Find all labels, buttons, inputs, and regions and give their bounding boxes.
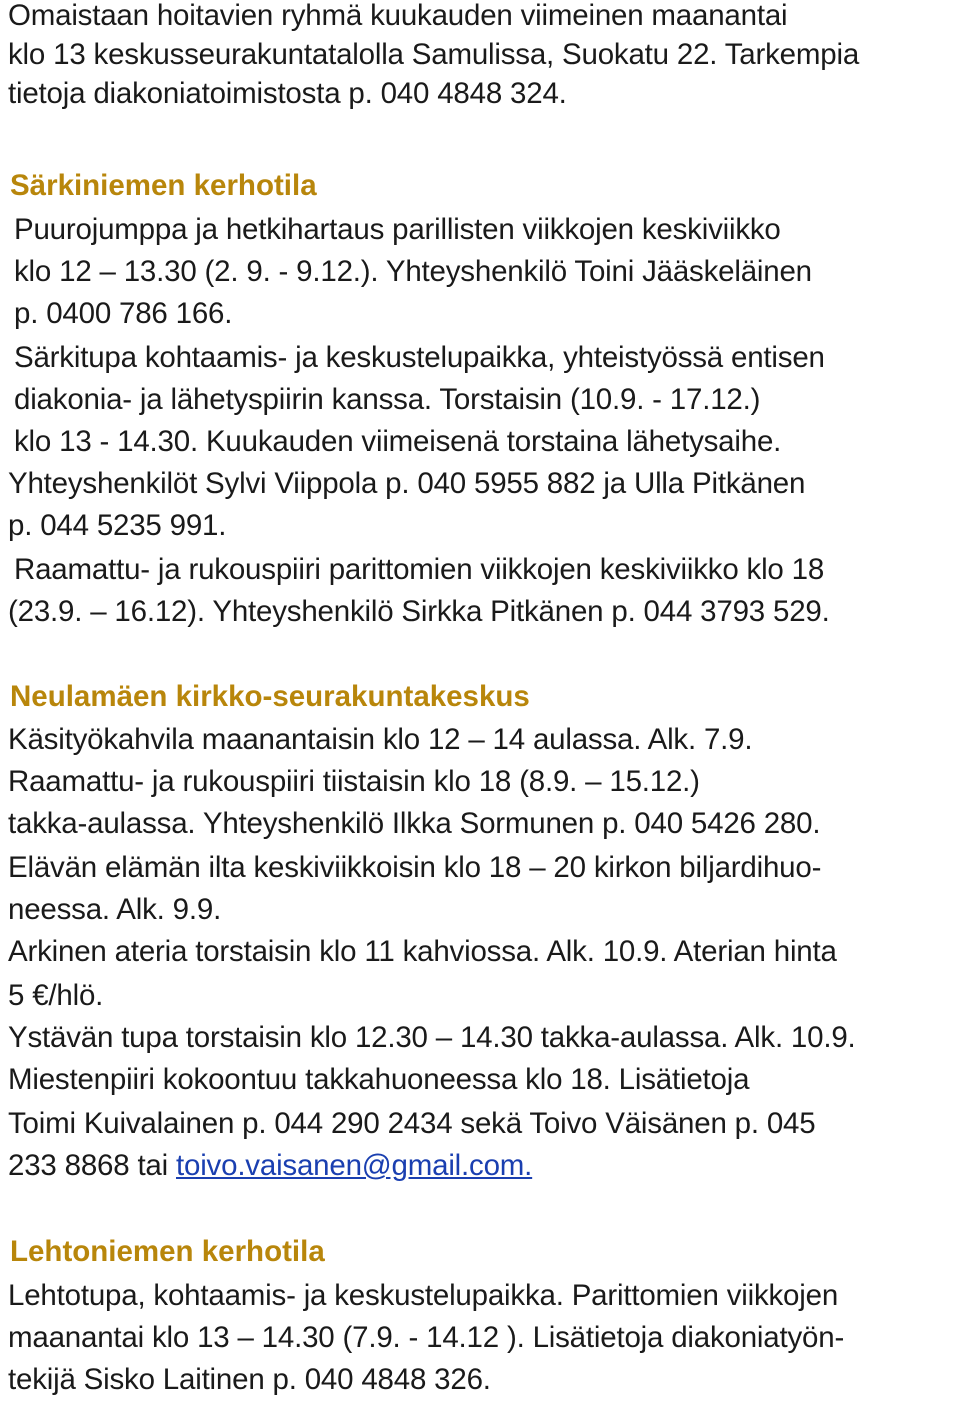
neulamaki-line: Raamattu- ja rukouspiiri tiistaisin klo 18 (8.9. – 15.12.) [8,765,700,798]
sarkiniemi-line: klo 12 – 13.30 (2. 9. - 9.12.). Yhteyshenkilö Toini Jääskeläinen [14,255,812,288]
sarkiniemi-line: p. 044 5235 991. [8,509,227,542]
section-heading-sarkiniemi: Särkiniemen kerhotila [10,169,317,202]
neulamaki-line: Ystävän tupa torstaisin klo 12.30 – 14.30 takka-aulassa. Alk. 10.9. [8,1021,856,1054]
sarkiniemi-line: Särkitupa kohtaamis- ja keskustelupaikka, yhteistyössä entisen [14,341,825,374]
sarkiniemi-line: Raamattu- ja rukouspiiri parittomien viikkojen keskiviikko klo 18 [14,553,825,586]
email-link[interactable]: toivo.vaisanen@gmail.com. [176,1149,533,1182]
sarkiniemi-line: Puurojumppa ja hetkihartaus parillisten viikkojen keskiviikko [14,213,781,246]
neulamaki-last-line [8,1148,532,1184]
sarkiniemi-line: klo 13 - 14.30. Kuukauden viimeisenä torstaina lähetysaihe. [14,425,782,458]
neulamaki-line: 5 €/hlö. [8,979,104,1012]
neulamaki-line: Miestenpiiri kokoontuu takkahuoneessa klo 18. Lisätietoja [8,1063,750,1096]
lehtoniemi-line: maanantai klo 13 – 14.30 (7.9. - 14.12 ). Lisätietoja diakoniatyön- [8,1321,845,1354]
sarkiniemi-line: (23.9. – 16.12). Yhteyshenkilö Sirkka Pitkänen p. 044 3793 529. [8,595,830,628]
sarkiniemi-line: diakonia- ja lähetyspiirin kanssa. Torstaisin (10.9. - 17.12.) [14,383,761,416]
intro-line-2: klo 13 keskusseurakuntatalolla Samulissa, Suokatu 22. Tarkempia [8,38,860,71]
sarkiniemi-line: p. 0400 786 166. [14,297,233,330]
sarkiniemi-line: Yhteyshenkilöt Sylvi Viippola p. 040 5955 882 ja Ulla Pitkänen [8,467,806,500]
neulamaki-line: Elävän elämän ilta keskiviikkoisin klo 18 – 20 kirkon biljardihuo- [8,851,822,884]
neulamaki-line: neessa. Alk. 9.9. [8,893,222,926]
neulamaki-line: Käsityökahvila maanantaisin klo 12 – 14 aulassa. Alk. 7.9. [8,723,753,756]
neulamaki-line: Toimi Kuivalainen p. 044 290 2434 sekä Toivo Väisänen p. 045 [8,1107,816,1140]
neulamaki-line-prefix: 233 8868 tai [8,1149,176,1182]
neulamaki-line: takka-aulassa. Yhteyshenkilö Ilkka Sormunen p. 040 5426 280. [8,807,821,840]
section-heading-neulamaki: Neulamäen kirkko-seurakuntakeskus [10,680,530,713]
intro-line-3: tietoja diakoniatoimistosta p. 040 4848 324. [8,77,567,110]
lehtoniemi-line: Lehtotupa, kohtaamis- ja keskustelupaikka. Parittomien viikkojen [8,1279,839,1312]
lehtoniemi-line: tekijä Sisko Laitinen p. 040 4848 326. [8,1363,491,1396]
section-heading-lehtoniemi: Lehtoniemen kerhotila [10,1235,325,1268]
neulamaki-line: Arkinen ateria torstaisin klo 11 kahviossa. Alk. 10.9. Aterian hinta [8,935,837,968]
intro-line-1: Omaistaan hoitavien ryhmä kuukauden viimeinen maanantai [8,0,788,32]
